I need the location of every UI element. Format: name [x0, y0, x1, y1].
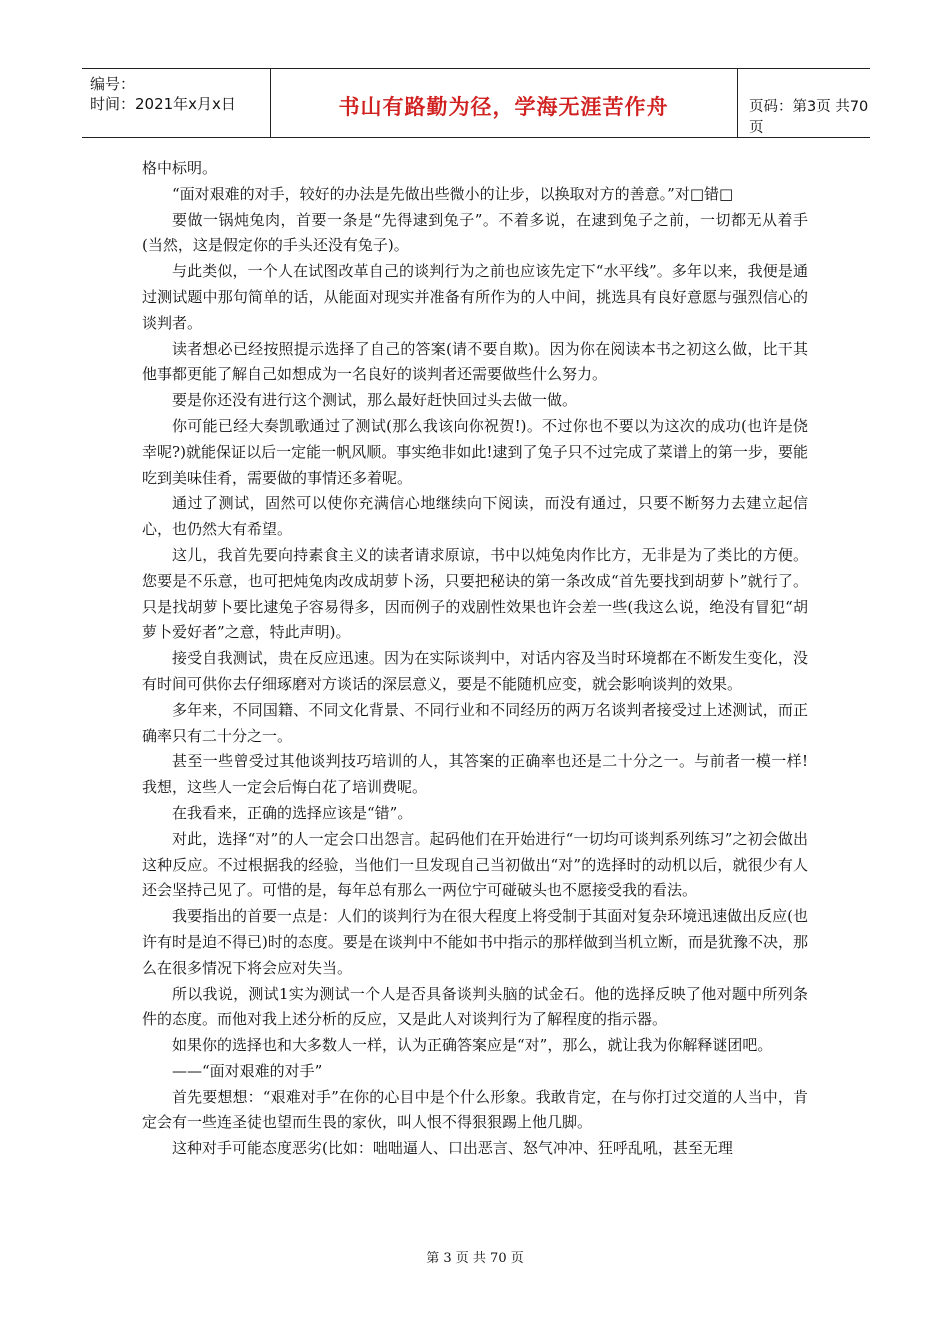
paragraph: 这儿，我首先要向持素食主义的读者请求原谅，书中以炖兔肉作比方，无非是为了类比的方便。您要是不乐意，也可把炖兔肉改成胡萝卜汤，只要把秘诀的第一条改成“首先要找到胡萝卜”就行了。只是找胡萝卜要比逮兔子容易得多，因而例子的戏剧性效果也许会差一些(我这么说，绝没有冒犯“胡萝卜爱好者”之意，特此声明)。	[142, 545, 808, 642]
paragraph: 首先要想想：“艰难对手”在你的心目中是个什么形象。我敢肯定，在与你打过交道的人当中，肯定会有一些连圣徒也望而生畏的家伙，叫人恨不得狠狠踢上他几脚。	[142, 1087, 808, 1132]
header-page-cell	[737, 69, 870, 137]
paragraph: 在我看来，正确的选择应该是“错”。	[172, 803, 413, 822]
header-page-info: 页码：第3页 共70页	[749, 99, 869, 136]
paragraph: 与此类似，一个人在试图改革自己的谈判行为之前也应该先定下“水平线”。多年以来，我便是通过测试题中那句简单的话，从能面对现实并准备有所作为的人中间，挑选具有良好意愿与强烈信心的谈判者。	[142, 262, 808, 332]
motto-text: 书山有路勤为径，学海无涯苦作舟	[338, 94, 669, 119]
paragraph: 通过了测试，固然可以使你充满信心地继续向下阅读，而没有通过，只要不断努力去建立起信心，也仍然大有希望。	[142, 494, 808, 539]
paragraph: 接受自我测试，贵在反应迅速。因为在实际谈判中，对话内容及当时环境都在不断发生变化，没有时间可供你去仔细琢磨对方谈话的深层意义，要是不能随机应变，就会影响谈判的效果。	[142, 649, 808, 693]
paragraph: 要做一锅炖兔肉，首要一条是“先得逮到兔子”。不着多说，在逮到兔子之前，一切都无从着手(当然，这是假定你的手头还没有兔子)。	[142, 210, 808, 255]
paragraph: 甚至一些曾受过其他谈判技巧培训的人，其答案的正确率也还是二十分之一。与前者一模一样!我想，这些人一定会后悔白花了培训费呢。	[142, 752, 808, 797]
paragraph: 我要指出的首要一点是：人们的谈判行为在很大程度上将受制于其面对复杂环境迅速做出反应(也许有时是迫不得已)时的态度。要是在谈判中不能如书中指示的那样做到当机立断，而是犹豫不决，那么在很多情况下将会应对失当。	[142, 907, 808, 977]
paragraph: 对此，选择“对”的人一定会口出怨言。起码他们在开始进行“一切均可谈判系列练习”之初会做出这种反应。不过根据我的经验，当他们一旦发现自己当初做出“对”的选择时的动机以后，就很少有人还会坚持己见了。可惜的是，每年总有那么一两位宁可碰破头也不愿接受我的看法。	[142, 829, 808, 900]
page-footer: 第 3 页 共 70 页	[426, 1251, 524, 1266]
section-heading: ——“面对艰难的对手”	[172, 1061, 323, 1080]
header-motto-cell	[270, 69, 738, 137]
paragraph: 所以我说，测试1实为测试一个人是否具备谈判头脑的试金石。他的选择反映了他对题中所列条件的态度。而他对我上述分析的反应，又是此人对谈判行为了解程度的指示器。	[142, 984, 808, 1029]
paragraph: 如果你的选择也和大多数人一样，认为正确答案应是“对”，那么，就让我为你解释谜团吧。	[172, 1036, 773, 1055]
body-text	[142, 156, 808, 1162]
paragraph: 你可能已经大奏凯歌通过了测试(那么我该向你祝贺!)。不过你也不要以为这次的成功(也许是侥幸呢?)就能保证以后一定能一帆风顺。事实绝非如此!逮到了兔子只不过完成了菜谱上的第一步，要能吃到美味佳肴，需要做的事情还多着呢。	[142, 416, 808, 487]
page-header	[82, 68, 870, 138]
document-number-label: 编号：	[90, 75, 136, 93]
paragraph: “面对艰难的对手，较好的办法是先做出些微小的让步，以换取对方的善意。”对□错□	[172, 184, 734, 203]
header-info-cell	[82, 69, 271, 137]
document-date-label: 时间：2021年x月x日	[90, 95, 236, 113]
paragraph: 多年来，不同国籍、不同文化背景、不同行业和不同经历的两万名谈判者接受过上述测试，而正确率只有二十分之一。	[142, 700, 808, 745]
paragraph: 要是你还没有进行这个测试，那么最好赶快回过头去做一做。	[172, 391, 578, 410]
paragraph: 读者想必已经按照提示选择了自己的答案(请不要自欺)。因为你在阅读本书之初这么做，比干其他事都更能了解自己如想成为一名良好的谈判者还需要做些什么努力。	[142, 339, 808, 384]
paragraph: 这种对手可能态度恶劣(比如：咄咄逼人、口出恶言、怒气冲冲、狂呼乱吼，甚至无理	[172, 1139, 733, 1158]
paragraph: 格中标明。	[142, 159, 218, 177]
